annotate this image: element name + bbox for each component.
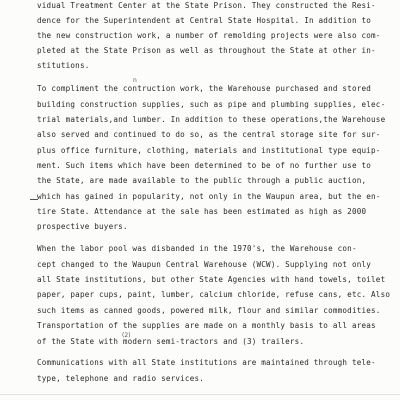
text-line: pleted at the State Prison as well as throughout the State at other in- [37,46,376,55]
text-line: also served and continued to do so, as the central storage site for sur- [37,130,381,139]
text-line: dence for the Superintendent at Central State Hospital. In addition to [37,16,372,25]
text-line: all State institutions, but other State Agencies with hand towels, toilet [37,275,386,284]
text-line: When the labor pool was disbanded in the 1970's, the Warehouse con- [37,244,357,253]
page-edge [0,394,400,395]
text-line: the new construction work, a number of remolding projects were also com- [37,31,381,40]
text-line: trial materials,and lumber. In addition to these operations,the Warehouse [37,115,386,124]
text-line: plus office furniture, clothing, materials and institutional type equip- [37,146,381,155]
text-line: To compliment the contruction work, the Warehouse purchased and stored [37,84,372,93]
text-line: paper, paper cups, paint, lumber, calcium chloride, refuse cans, etc. Also [37,290,391,299]
text-line: stitutions. [37,61,90,70]
text-line: building construction supplies, such as pipe and plumbing supplies, elec- [37,100,386,109]
text-line: ment. Such items which have been determined to be of no further use to [37,161,372,170]
text-line: of the State with modern semi-tractors and (3) trailers. [37,337,305,346]
text-line: prospective buyers. [37,222,128,231]
handwritten-insertion: n [133,77,137,84]
text-line: which has gained in popularity, not only in the Waupun area, but the en- [37,192,381,201]
text-line: type, telephone and radio services. [37,374,205,383]
text-line: Transportation of the supplies are made on a monthly basis to all areas [37,321,376,330]
text-line: such items as canned goods, powered milk, flour and similar commodities. [37,306,381,315]
text-line: vidual Treatment Center at the State Prison. They constructed the Resi- [37,1,376,10]
text-line: cept changed to the Waupun Central Warehouse (WCW). Supplying not only [37,260,372,269]
text-line: the State, are made available to the public through a public auction, [37,176,367,185]
text-line: Communications with all State institutions are maintained through tele- [37,358,376,367]
handwritten-insertion: (2) [122,332,131,339]
text-line: tire State. Attendance at the sale has been estimated as high as 2000 [37,207,367,216]
